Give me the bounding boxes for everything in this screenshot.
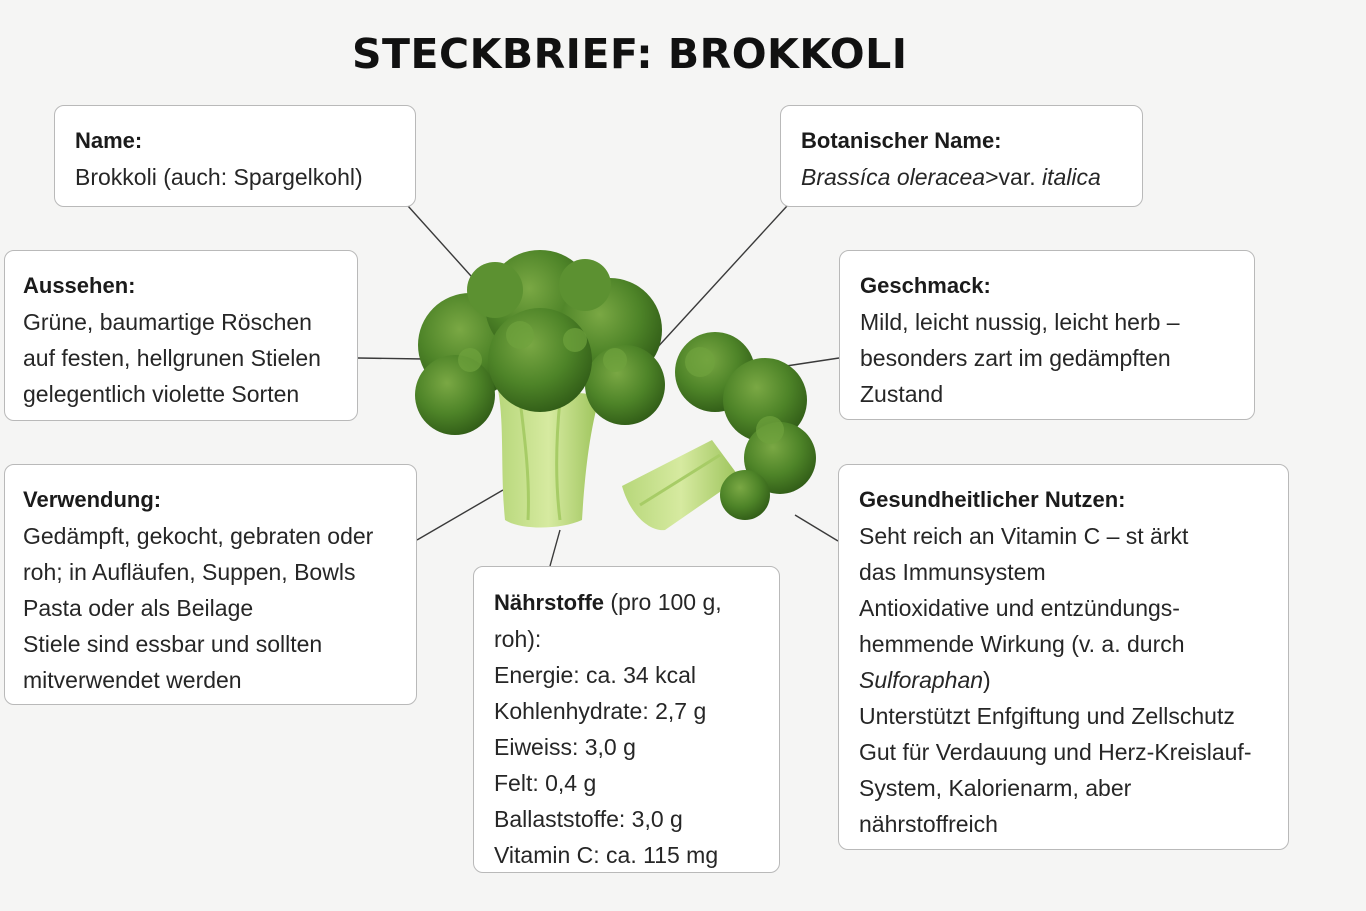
health-line: das Immunsystem [859, 559, 1046, 585]
name-value: Brokkoli (auch: Spargelkohl) [75, 164, 363, 190]
appearance-heading: Aussehen: [23, 273, 136, 298]
usage-line: Gedämpft, gekocht, gebraten oder [23, 523, 374, 549]
botanical-species: Brassíca oleracea [801, 164, 986, 190]
connector-health [795, 515, 838, 541]
usage-line: roh; in Aufläufen, Suppen, Bowls [23, 559, 356, 585]
health-heading: Gesundheitlicher Nutzen: [859, 487, 1126, 512]
usage-line: mitverwendet werden [23, 667, 242, 693]
connector-usage [417, 490, 503, 540]
botanical-var: var. [998, 164, 1042, 190]
health-line: Antioxidative und entzündungs- [859, 595, 1180, 621]
health-line-italic [859, 662, 1270, 698]
taste-line: Zustand [860, 381, 944, 407]
nutrient-item: Kohlenhydrate: 2,7 g [494, 698, 707, 724]
nutrients-heading: Nährstoffe [494, 590, 605, 615]
health-line: Gut für Verdauung und Herz-Kreislauf- [859, 739, 1252, 765]
appearance-line: Grüne, baumartige Röschen [23, 309, 312, 335]
usage-heading: Verwendung: [23, 487, 162, 512]
botanical-value [801, 159, 1124, 195]
health-line: Unterstützt Enfgiftung und Zellschutz [859, 703, 1235, 729]
sulforaphan-suffix: ) [983, 667, 991, 693]
connector-appearance [358, 358, 424, 359]
taste-heading: Geschmack: [860, 273, 991, 298]
botanical-name-card [780, 105, 1143, 207]
health-line: Seht reich an Vitamin C – st ärkt [859, 523, 1189, 549]
nutrient-item: Ballaststoffe: 3,0 g [494, 806, 683, 832]
taste-line: Mild, leicht nussig, leicht herb – [860, 309, 1180, 335]
health-benefits-card [838, 464, 1289, 850]
connector-nutrients [550, 530, 560, 566]
usage-line: Stiele sind essbar und sollten [23, 631, 323, 657]
name-heading: Name: [75, 128, 143, 153]
health-line: System, Kalorienarm, aber [859, 775, 1132, 801]
name-card [54, 105, 416, 207]
nutrient-item: Felt: 0,4 g [494, 770, 597, 796]
nutrient-item: Vitamin C: ca. 115 mg [494, 842, 719, 868]
nutrient-item: Energie: ca. 34 kcal [494, 662, 697, 688]
appearance-card [4, 250, 358, 421]
taste-card [839, 250, 1255, 420]
page-title: STECKBRIEF: BROKKOLI [352, 30, 908, 78]
sulforaphan-term: Sulforaphan [859, 667, 984, 693]
appearance-line: auf festen, hellgrunen Stielen [23, 345, 321, 371]
connector-name [408, 206, 480, 286]
health-line: hemmende Wirkung (v. a. durch [859, 631, 1185, 657]
nutrient-item: Eiweiss: 3,0 g [494, 734, 636, 760]
nutrients-heading-row [494, 584, 761, 621]
connector-botanical [655, 206, 787, 350]
nutrients-heading-suffix: (pro 100 g, [604, 589, 722, 615]
health-line: nährstoffreich [859, 811, 998, 837]
botanical-heading: Botanischer Name: [801, 128, 1002, 153]
nutrients-heading-line2: roh): [494, 626, 542, 652]
appearance-line: gelegentlich violette Sorten [23, 381, 300, 407]
botanical-separator: > [985, 164, 999, 190]
botanical-variety: italica [1042, 164, 1101, 190]
nutrients-card [473, 566, 780, 873]
usage-line: Pasta oder als Beilage [23, 595, 254, 621]
usage-card [4, 464, 417, 705]
taste-line: besonders zart im gedämpften [860, 345, 1171, 371]
